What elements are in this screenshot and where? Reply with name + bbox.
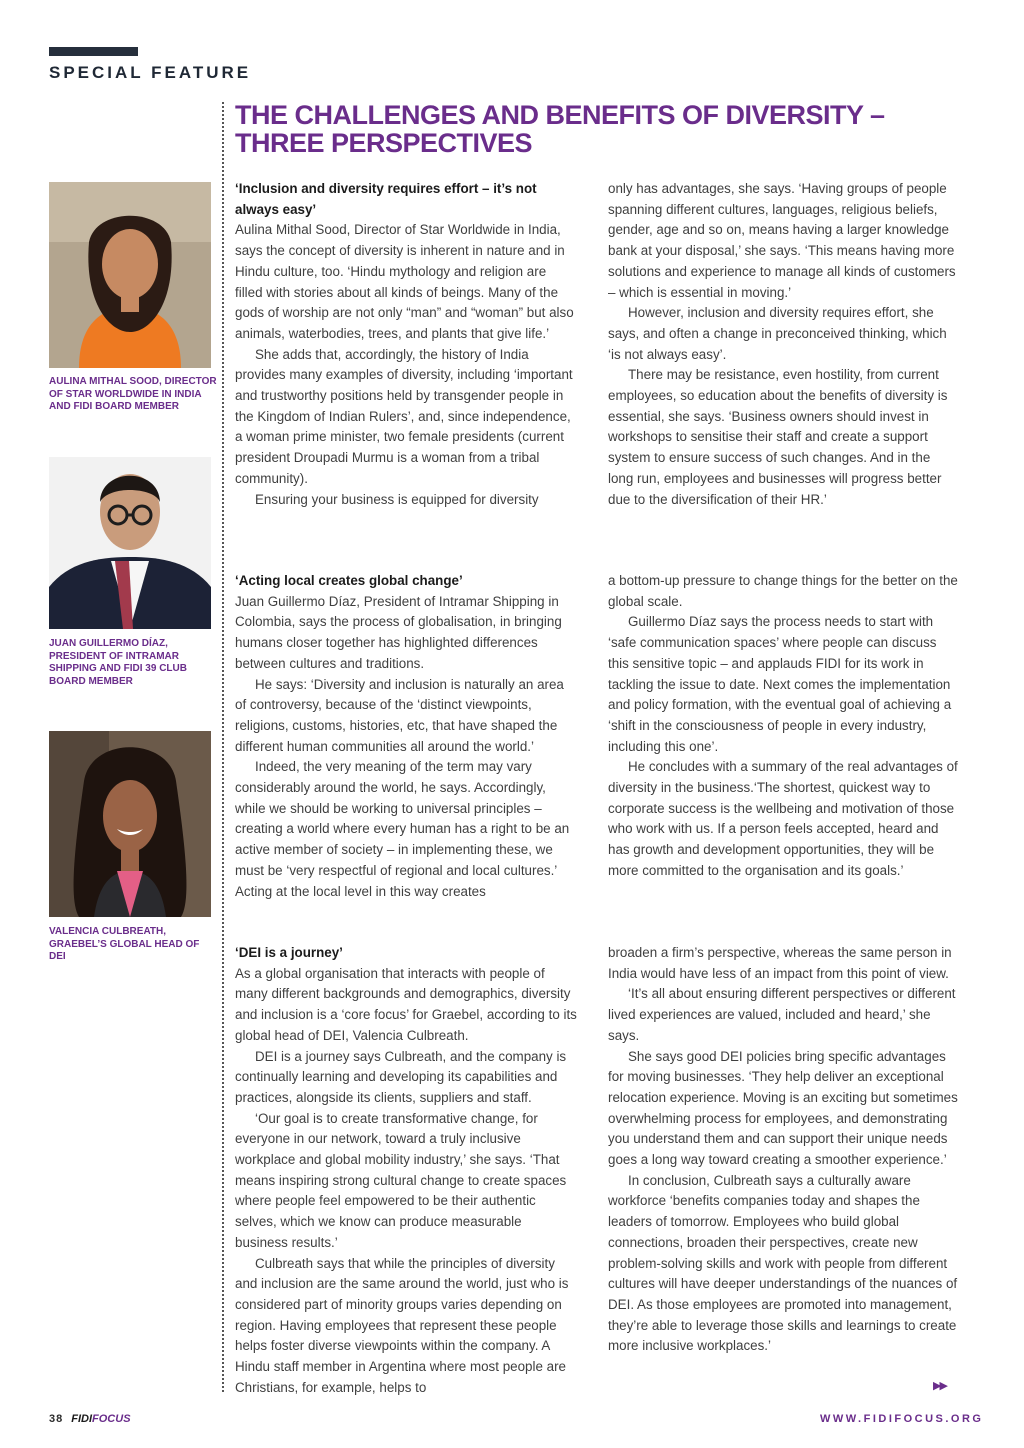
paragraph: a bottom-up pressure to change things for the better on the global scale.: [608, 573, 958, 609]
paragraph: Aulina Mithal Sood, Director of Star Worldwide in India, says the concept of diversity is inherent in nature and in Hindu culture, too. ‘Hindu mythology and religion are filled with stories about all kinds of beings. Many of the gods of worship are not only “man” and “woman” but also animals, waterbodies, trees, and plants that give life.’: [235, 222, 574, 341]
article2-column-right: [608, 571, 958, 882]
paragraph: ‘Our goal is to create transformative change, for everyone in our network, toward a truly inclusive workplace and global mobility industry,’ she says. ‘That means inspiring strong cultural change to create spaces where people feel empowered to be their authentic selves, which we know can produce measurable business results.’: [235, 1110, 567, 1250]
paragraph: She adds that, accordingly, the history of India provides many examples of diversity, including ‘important and trustworthy positions held by transgender people in the Kingdom of Indian Rulers’, and, since independence, a woman prime minister, two female presidents (current president Droupadi Murmu is a woman from a tribal community).: [235, 346, 573, 486]
paragraph: He concludes with a summary of the real advantages of diversity in the business.‘The shortest, quickest way to corporate success is the wellbeing and motivation of those who work with us. If a person feels accepted, heard and has growth and development opportunities, they will be more committed to the organisation and its goals.’: [608, 759, 958, 878]
portrait-juan: [49, 457, 211, 643]
double-arrow-right-icon: ▶▶: [933, 1380, 946, 1392]
paragraph: only has advantages, she says. ‘Having groups of people spanning different cultures, languages, religious beliefs, gender, age and so on, means having a larger knowledge bank at your disposal,’ she says. ‘This means having more solutions and experience to manage all kinds of customers – which is essential in moving.’: [608, 181, 956, 300]
brand-fidi: FIDI: [71, 1413, 93, 1425]
article3-column-left: [235, 943, 577, 1398]
paragraph: As a global organisation that interacts with people of many different backgrounds and demographics, diversity and inclusion is a ‘core focus’ for Graebel, according to its global head of DEI, Valencia Culbreath.: [235, 965, 577, 1043]
paragraph: There may be resistance, even hostility, from current employees, so education about the benefits of diversity is essential, she says. ‘Business owners should invest in workshops to sensitise their staff and create a support system to ensure success of such changes. And in the long run, employees and businesses will progress better due to the diversification of their HR.’: [608, 367, 948, 507]
footer-page-brand: [49, 1413, 131, 1425]
article-title: THE CHALLENGES AND BENEFITS OF DIVERSITY – THREE PERSPECTIVES: [235, 100, 885, 158]
paragraph: In conclusion, Culbreath says a culturally aware workforce ‘benefits companies today and shapes the leaders of tomorrow. Employees who build global connections, broaden their perspectives, create new problem-solving skills and work with people from different cultures will have deeper understandings of the nuances of DEI. As those employees are promoted into management, they’re able to leverage those skills and learnings to create more inclusive workplaces.’: [608, 1172, 958, 1354]
section-bar: [49, 47, 138, 56]
caption-juan: JUAN GUILLERMO DÍAZ, PRESIDENT OF INTRAMAR SHIPPING AND FIDI 39 CLUB BOARD MEMBER: [49, 638, 187, 687]
article2-heading: ‘Acting local creates global change’: [235, 573, 463, 588]
paragraph: DEI is a journey says Culbreath, and the company is continually learning and developing its capabilities and practices, alongside its clients, suppliers and staff.: [235, 1048, 567, 1105]
brand-focus: FOCUS: [92, 1413, 131, 1425]
paragraph: Juan Guillermo Díaz, President of Intramar Shipping in Colombia, says the process of globalisation, in bringing humans closer together has highlighted differences between cultures and traditions.: [235, 593, 562, 671]
paragraph: However, inclusion and diversity requires effort, she says, and often a change in preconceived thinking, which ‘is not always easy’.: [608, 305, 947, 362]
caption-valencia: VALENCIA CULBREATH, GRAEBEL’S GLOBAL HEAD OF DEI: [49, 926, 200, 962]
paragraph: She says good DEI policies bring specific advantages for moving businesses. ‘They help deliver an exceptional relocation experience. Moving is an exciting but sometimes overwhelming process for employees, and demonstrating you understand them and can support their unique needs goes a long way toward creating a smoother experience.’: [608, 1048, 958, 1168]
footer-url[interactable]: WWW.FIDIFOCUS.ORG: [820, 1413, 984, 1425]
paragraph: Culbreath says that while the principles of diversity and inclusion are the same around the world, just who is considered part of minority groups varies depending on region. Having employees that represent these people helps foster diverse viewpoints within the company. A Hindu staff member in Argentina where most people are Christians, for example, helps to: [235, 1255, 569, 1395]
paragraph: Indeed, the very meaning of the term may vary considerably around the world, he says. Accordingly, while we should be working to universal principles – creating a world where every human has a right to be an active member of society – in implementing these, we must be ‘very respectful of regional and local cultures.’ Acting at the local level in this way creates: [235, 759, 570, 899]
portrait-aulina: [49, 182, 211, 368]
page-number: 38: [49, 1413, 64, 1425]
section-label: SPECIAL FEATURE: [49, 63, 252, 82]
column-divider: [222, 102, 224, 1392]
article3-column-right: [608, 943, 958, 1357]
caption-aulina: AULINA MITHAL SOOD, DIRECTOR OF STAR WORLDWIDE IN INDIA AND FIDI BOARD MEMBER: [49, 376, 217, 412]
article1-heading: ‘Inclusion and diversity requires effort – it’s not always easy’: [235, 181, 537, 217]
article1-column-left: [235, 179, 577, 510]
article2-column-left: [235, 571, 577, 902]
paragraph: Ensuring your business is equipped for diversity: [255, 491, 539, 507]
paragraph: Guillermo Díaz says the process needs to start with ‘safe communication spaces’ where people can discuss this sensitive topic – and applauds FIDI for its work in tackling the issue to date. Next comes the implementation and policy formation, with the eventual goal of achieving a ‘shift in the consciousness of people in every industry, including this one’.: [608, 614, 952, 754]
portrait-valencia: [49, 731, 211, 917]
article1-column-right: [608, 179, 958, 510]
paragraph: broaden a firm’s perspective, whereas the same person in India would have less of an impact from this point of view.: [608, 945, 952, 981]
paragraph: ‘It’s all about ensuring different perspectives or different lived experiences are valued, included and heard,’ she says.: [608, 986, 956, 1043]
article3-heading: ‘DEI is a journey’: [235, 945, 343, 960]
paragraph: He says: ‘Diversity and inclusion is naturally an area of controversy, because of the ‘distinct viewpoints, religions, customs, histories, etc, that have shaped the different human communities all around the world.’: [235, 676, 564, 754]
